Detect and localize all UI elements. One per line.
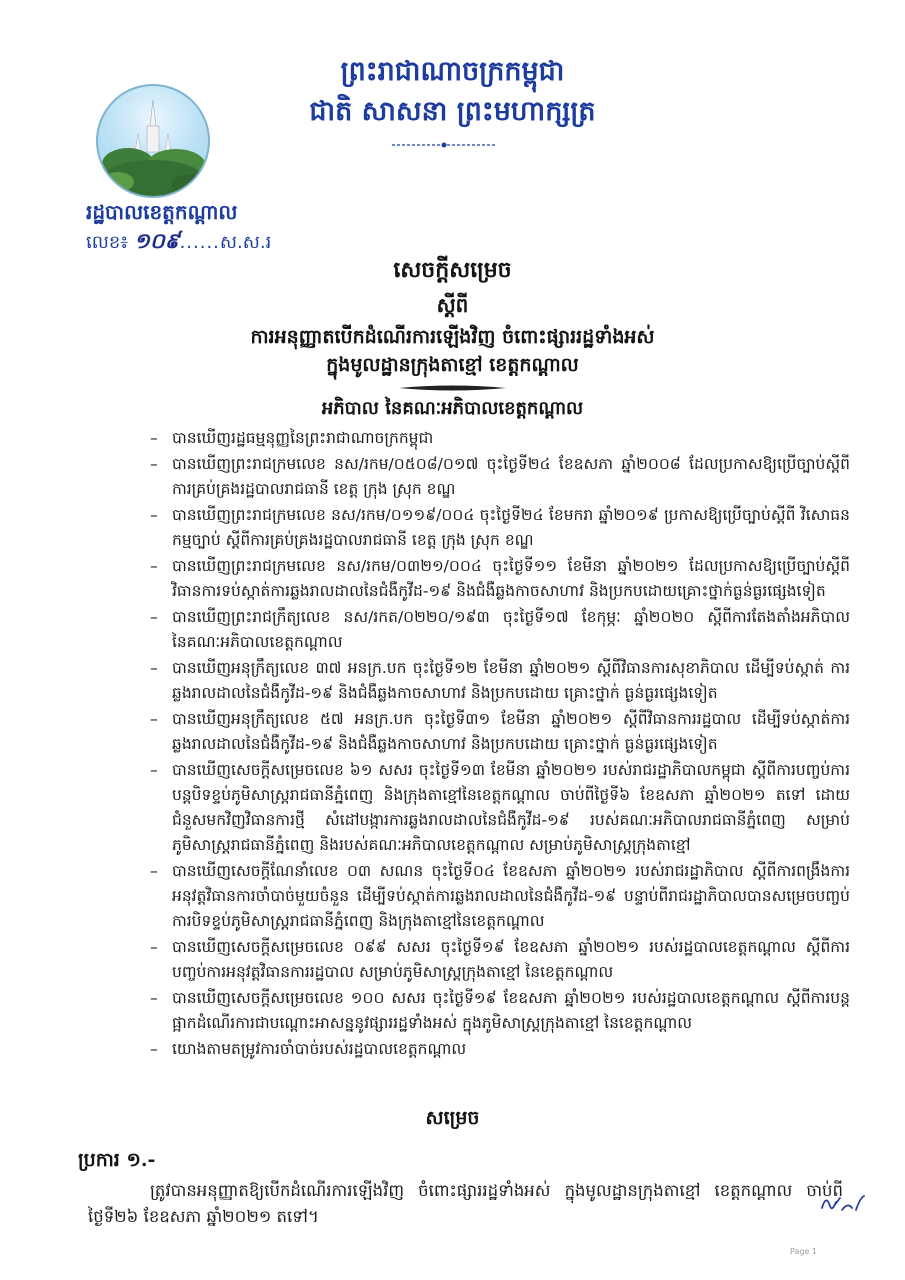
list-item: – បានឃើញព្រះរាជក្រឹត្យលេខ នស/រកត/០២២០/១៩៣ ចុះថ្ងៃទី១៧ ខែកុម្ភៈ ឆ្នាំ២០២០ ស្ដីពីការតែងតាំងអភិបាលនៃគណៈអភិបាលខេត្តកណ្ដាល bbox=[150, 605, 850, 655]
list-item: – បានឃើញសេចក្ដីណែនាំលេខ ០៣ សណន ចុះថ្ងៃទី០៤ ខែឧសភា ឆ្នាំ២០២១ របស់រាជរដ្ឋាភិបាល ស្ដីពីការពង្រឹងការអនុវត្តវិធានការចាំបាច់មួយចំនួន ដើម្បីទប់ស្កាត់ការឆ្លងរាលដាលនៃជំងឺកូវីដ-១៩ បន្ទាប់ពីរាជរដ្ឋាភិបាលបានសម្រេចបញ្ចប់ការបិទខ្ទប់ភូមិសាស្ត្ររាជធានីភ្នំពេញ និងក្រុងតាខ្មៅនៃខេត្តកណ្ដាល bbox=[150, 859, 850, 934]
list-item: – យោងតាមតម្រូវការចាំបាច់របស់រដ្ឋបាលខេត្តកណ្ដាល bbox=[150, 1037, 850, 1062]
list-item: – បានឃើញព្រះរាជក្រមលេខ នស/រកម/០៥០៨/០១៧ ចុះថ្ងៃទី២៤ ខែឧសភា ឆ្នាំ២០០៨ ដែលប្រកាសឱ្យប្រើច្បាប់ស្ដីពីការគ្រប់គ្រងរដ្ឋបាលរាជធានី ខេត្ត ក្រុង ស្រុក ខណ្ឌ bbox=[150, 452, 850, 502]
article-1-label: ប្រការ ១.- bbox=[78, 1149, 156, 1171]
national-motto: ជាតិ សាសនា ព្រះមហាក្សត្រ bbox=[309, 96, 596, 127]
provincial-seal-icon bbox=[96, 84, 210, 198]
list-item: – បានឃើញព្រះរាជក្រមលេខ នស/រកម/០១១៩/០០៤ ចុះថ្ងៃទី២៤ ខែមករា ឆ្នាំ២០១៩ ប្រកាសឱ្យប្រើច្បាប់ស្ដីពី វិសោធនកម្មច្បាប់ ស្ដីពីការគ្រប់គ្រងរដ្ឋបាលរាជធានី ខេត្ត ក្រុង ស្រុក ខណ្ឌ bbox=[150, 503, 850, 553]
list-item: – បានឃើញសេចក្ដីសម្រេចលេខ ០៩៩ សសរ ចុះថ្ងៃទី១៩ ខែឧសភា ឆ្នាំ២០២១ របស់រដ្ឋបាលខេត្តកណ្ដាល ស្ដីពីការបញ្ចប់ការអនុវត្តវិធានការរដ្ឋបាល សម្រាប់ភូមិសាស្ត្រក្រុងតាខ្មៅ នៃខេត្តកណ្ដាល bbox=[150, 935, 850, 985]
document-type: សេចក្ដីសម្រេច bbox=[393, 257, 512, 283]
subject-line-1: ការអនុញ្ញាតបើកដំណើរការឡើងវិញ ចំពោះផ្សាររដ្ឋទាំងអស់ bbox=[250, 326, 655, 348]
page-number: Page 1 bbox=[790, 1247, 817, 1256]
list-item: – បានឃើញអនុក្រឹត្យលេខ ៥៧ អនក្រ.បក ចុះថ្ងៃទី៣១ ខែមីនា ឆ្នាំ២០២១ ស្ដីពីវិធានការរដ្ឋបាល ដើម្បីទប់ស្កាត់ការឆ្លងរាលដាលនៃជំងឺកូវីដ-១៩ និងជំងឺឆ្លងកាចសាហាវ និងប្រកបដោយ គ្រោះថ្នាក់ ធ្ងន់ធ្ងរផ្សេងទៀត bbox=[150, 707, 850, 757]
header-ornament-icon bbox=[388, 140, 500, 150]
list-item: – បានឃើញព្រះរាជក្រមលេខ នស/រកម/០៣២១/០០៤ ចុះថ្ងៃទី១១ ខែមីនា ឆ្នាំ២០២១ ដែលប្រកាសឱ្យប្រើច្បាប់ស្ដីពី វិធានការទប់ស្កាត់ការឆ្លងរាលដាលនៃជំងឺកូវីដ-១៩ និងជំងឺឆ្លងកាចសាហាវ និងប្រកបដោយគ្រោះថ្នាក់ធ្ងន់ធ្ងរផ្សេងទៀត bbox=[150, 554, 850, 604]
list-item: – បានឃើញរដ្ឋធម្មនុញ្ញនៃព្រះរាជាណាចក្រកម្ពុជា bbox=[150, 426, 850, 451]
ref-dots: ...... bbox=[179, 232, 220, 253]
issuer-heading: អភិបាល នៃគណៈអភិបាលខេត្តកណ្ដាល bbox=[321, 398, 584, 419]
signature-initials-icon bbox=[818, 1188, 868, 1218]
list-item: – បានឃើញអនុក្រឹត្យលេខ ៣៧ អនក្រ.បក ចុះថ្ងៃទី១២ ខែមីនា ឆ្នាំ២០២១ ស្ដីពីវិធានការសុខាភិបាល ដើម្បីទប់ស្កាត់ ការឆ្លងរាលដាលនៃជំងឺកូវីដ-១៩ និងជំងឺឆ្លងកាចសាហាវ និងប្រកបដោយ គ្រោះថ្នាក់ ធ្ងន់ធ្ងរផ្សេងទៀត bbox=[150, 656, 850, 706]
ref-prefix: លេខ៖ bbox=[86, 232, 129, 253]
article-1-text: ត្រូវបានអនុញ្ញាតឱ្យបើកដំណើរការឡើងវិញ ចំពោះផ្សាររដ្ឋទាំងអស់ ក្នុងមូលដ្ឋានក្រុងតាខ្មៅ ខេត្តកណ្ដាល ចាប់ពីថ្ងៃទី២៦ ខែឧសភា ឆ្នាំ២០២១ តទៅ។ bbox=[88, 1181, 843, 1226]
ref-number: ១០៩ bbox=[133, 228, 180, 253]
about-label: ស្ដីពី bbox=[436, 293, 469, 317]
subject-line-2: ក្នុងមូលដ្ឋានក្រុងតាខ្មៅ ខេត្តកណ្ដាល bbox=[326, 354, 579, 376]
issuing-authority: រដ្ឋបាលខេត្តកណ្ដាល bbox=[86, 200, 238, 224]
reference-number bbox=[86, 228, 271, 256]
list-item: – បានឃើញសេចក្ដីសម្រេចលេខ ១០០ សសរ ចុះថ្ងៃទី១៩ ខែឧសភា ឆ្នាំ២០២១ របស់រដ្ឋបាលខេត្តកណ្ដាល ស្ដីពីការបន្តផ្អាកដំណើរការជាបណ្ដោះអាសន្ននូវផ្សាររដ្ឋទាំងអស់ ក្នុងភូមិសាស្ត្រក្រុងតាខ្មៅ នៃខេត្តកណ្ដាល bbox=[150, 986, 850, 1036]
decision-heading: សម្រេច bbox=[425, 1107, 480, 1129]
title-ornament-icon bbox=[395, 384, 510, 392]
ref-suffix: ស.ស.រ bbox=[219, 232, 272, 253]
preamble-list bbox=[150, 426, 850, 1063]
kingdom-name: ព្រះរាជាណាចក្រកម្ពុជា bbox=[340, 56, 565, 87]
list-item: – បានឃើញសេចក្ដីសម្រេចលេខ ៦១ សសរ ចុះថ្ងៃទី១៣ ខែមីនា ឆ្នាំ២០២១ របស់រាជរដ្ឋាភិបាលកម្ពុជា ស្ដីពីការបញ្ចប់ការបន្តបិទខ្ទប់ភូមិសាស្ត្ររាជធានីភ្នំពេញ និងក្រុងតាខ្មៅនៃខេត្តកណ្ដាល ចាប់ពីថ្ងៃទី៦ ខែឧសភា ឆ្នាំ២០២១ តទៅ ដោយជំនួសមកវិញវិធានការថ្មី សំដៅបង្ការការឆ្លងរាលដាលនៃជំងឺកូវីដ-១៩ របស់គណៈអភិបាលរាជធានីភ្នំពេញ សម្រាប់ភូមិសាស្ត្ររាជធានីភ្នំពេញ និងរបស់គណៈអភិបាលខេត្តកណ្ដាល សម្រាប់ភូមិសាស្ត្រក្រុងតាខ្មៅ bbox=[150, 758, 850, 858]
